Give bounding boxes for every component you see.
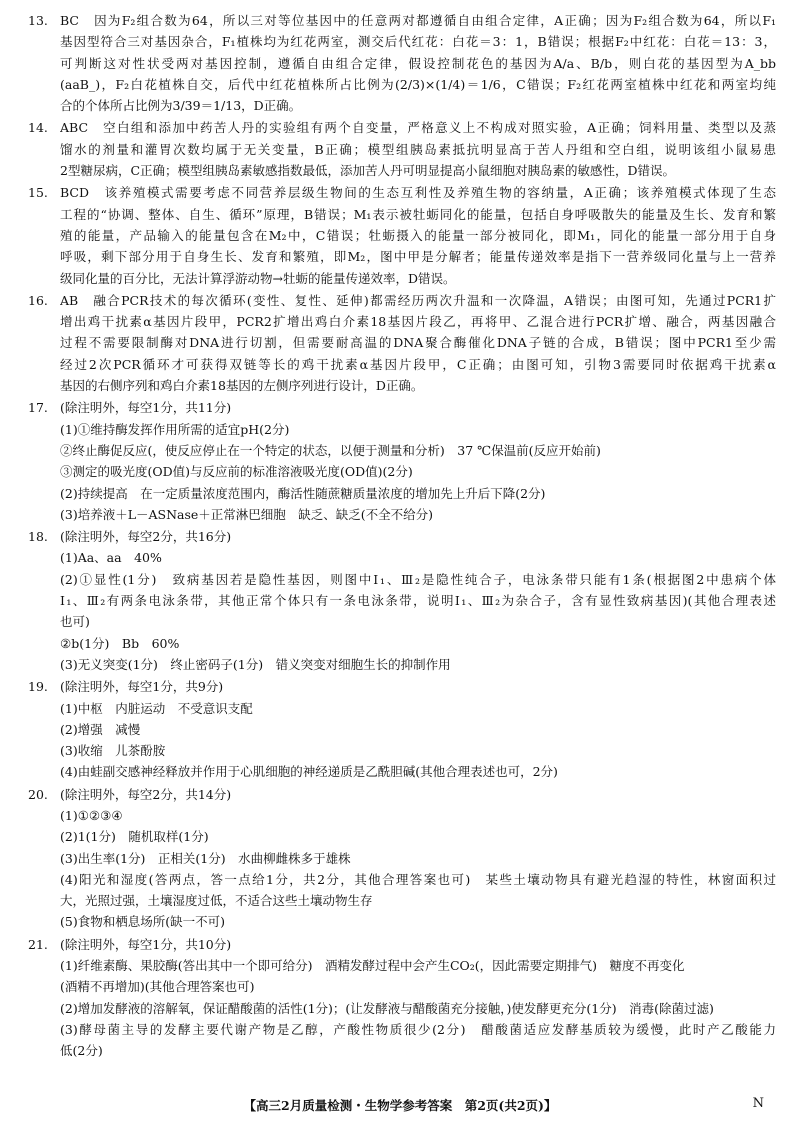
answer-body bbox=[60, 784, 776, 933]
question-number: 21. bbox=[28, 936, 48, 952]
answer-line: ③测定的吸光度(OD值)与反应前的标准溶液吸光度(OD值)(2分) bbox=[60, 464, 413, 480]
answer-line: 馏水的剂量和灌胃次数均属于无关变量，B正确；模型组胰岛素抵抗明显高于苦人丹组和空白组，说明该组小鼠易患 bbox=[60, 141, 776, 157]
answer-line: 工程的“协调、整体、自生、循环”原理，B错误；M₁表示被牡蛎同化的能量，包括自身呼吸散失的能量及生长、发育和繁 bbox=[60, 206, 776, 222]
answer-line: (2)增加发酵液的溶解氧，保证醋酸菌的活性(1分)；(让发酵液与醋酸菌充分接触，)使发酵更充分(1分) 消毒(除菌过滤) bbox=[60, 1000, 714, 1016]
answer-line: 呼吸，剩下部分用于自身生长、发育和繁殖，即M₂，图中甲是分解者；能量传递效率是指下一营养级同化量与上一营养 bbox=[60, 249, 776, 265]
answer-item bbox=[28, 526, 776, 675]
answer-line: 基因的右侧序列和鸡白介素18基因的左侧序列进行设计，D正确。 bbox=[60, 378, 424, 394]
answer-line: (3)收缩 儿茶酚胺 bbox=[60, 743, 166, 759]
answer-item bbox=[28, 397, 776, 525]
answer-line: (3)出生率(1分) 正相关(1分) 水曲柳雌株多于雄株 bbox=[60, 850, 351, 866]
answer-line: (1)纤维素酶、果胶酶(答出其中一个即可给分) 酒精发酵过程中会产生CO₂(，因此需要定期排气) 糖度不再变化 bbox=[60, 958, 685, 974]
answer-body bbox=[60, 290, 776, 396]
answer-line: (1)中枢 内脏运动 不受意识支配 bbox=[60, 700, 253, 716]
answer-line: (2)①显性(1分) 致病基因若是隐性基因，则图中Ⅰ₁、Ⅲ₂是隐性纯合子，电泳条带只能有1条(根据图2中患病个体 bbox=[60, 571, 776, 587]
answer-line: 可判断这对性状受两对基因控制，遵循自由组合定律，假设控制花色的基因为A/a、B/b，则白花的基因型为A_bb bbox=[60, 55, 776, 71]
answer-line: 经过2次PCR循环才可获得双链等长的鸡干扰素α基因片段甲，C正确；由图可知，引物3需要同时依据鸡干扰素α bbox=[60, 356, 776, 372]
question-number: 15. bbox=[28, 185, 48, 201]
answer-line: ABC 空白组和添加中药苦人丹的实验组有两个自变量，严格意义上不构成对照实验，A正确；饲料用量、类型以及蒸 bbox=[60, 120, 776, 136]
answer-line: 2型糖尿病，C正确；模型组胰岛素敏感指数最低，添加苦人丹可明显提高小鼠细胞对胰岛素的敏感性，D错误。 bbox=[60, 163, 676, 179]
answer-line: (5)食物和栖息场所(缺一不可) bbox=[60, 914, 225, 930]
answer-body bbox=[60, 676, 776, 782]
answer-item bbox=[28, 676, 776, 782]
question-number: 16. bbox=[28, 292, 48, 308]
answer-line: 殖的能量，产品输入的能量包含在M₂中，C错误；牡蛎摄入的能量一部分被同化，即M₁，同化的能量一部分用于自身 bbox=[60, 227, 776, 243]
page-footer: 【高三2月质量检测・生物学参考答案 第2页(共2页)】 bbox=[243, 1098, 557, 1113]
answer-body bbox=[60, 117, 776, 181]
answer-line: (1)①维持酶发挥作用所需的适宜pH(2分) bbox=[60, 421, 290, 437]
answer-line: ②终止酶促反应(，使反应停止在一个特定的状态，以便于测量和分析) 37 ℃保温前(反应开始前) bbox=[60, 442, 601, 458]
answer-item bbox=[28, 934, 776, 1062]
answer-line: BC 因为F₂组合数为64，所以三对等位基因中的任意两对都遵循自由组合定律，A正确；因为F₂组合数为64，所以F₁ bbox=[60, 13, 776, 28]
answer-line: (4)由蛙副交感神经释放并作用于心肌细胞的神经递质是乙酰胆碱(其他合理表述也可，2分) bbox=[60, 764, 558, 780]
answer-line: ②b(1分) Bb 60% bbox=[60, 635, 180, 651]
answer-line: (2)增强 减慢 bbox=[60, 721, 141, 737]
answer-line: BCD 该养殖模式需要考虑不同营养层级生物间的生态互利性及养殖生物的容纳量，A正确；该养殖模式体现了生态 bbox=[60, 185, 776, 201]
answer-line: (除注明外，每空2分，共16分) bbox=[60, 529, 232, 545]
answer-line: (除注明外，每空1分，共9分) bbox=[60, 679, 224, 695]
answer-line: (除注明外，每空1分，共10分) bbox=[60, 936, 232, 952]
answer-body bbox=[60, 397, 776, 525]
answer-line: (1)①②③④ bbox=[60, 807, 123, 823]
answer-line: (4)阳光和湿度(答两点，答一点给1分，共2分，其他合理答案也可) 某些土壤动物具有避光趋湿的特性，林窗面积过 bbox=[60, 871, 776, 887]
answer-item bbox=[28, 117, 776, 181]
answer-body bbox=[60, 182, 776, 288]
question-number: 18. bbox=[28, 529, 48, 545]
question-number: 14. bbox=[28, 120, 48, 136]
question-number: 17. bbox=[28, 400, 48, 416]
answer-line: AB 融合PCR技术的每次循环(变性、复性、延伸)都需经历两次升温和一次降温，A错误；由图可知，先通过PCR1扩 bbox=[60, 292, 776, 308]
page-corner-mark: N bbox=[752, 1096, 764, 1111]
answer-line: (除注明外，每空1分，共11分) bbox=[60, 400, 232, 416]
answer-line: (1)Aa、aa 40% bbox=[60, 550, 162, 566]
answer-item bbox=[28, 784, 776, 933]
answer-body bbox=[60, 934, 776, 1062]
answer-line: 基因型符合三对基因杂合，F₁植株均为红花两室，测交后代红花：白花＝3：1，B错误；根据F₂中红花：白花＝13：3， bbox=[60, 34, 776, 50]
answer-line: (除注明外，每空2分，共14分) bbox=[60, 786, 232, 802]
answer-line: 大，光照过强，土壤湿度过低，不适合这些土壤动物生存 bbox=[60, 893, 373, 909]
answer-body bbox=[60, 526, 776, 675]
answer-line: (aaB_)，F₂白花植株自交，后代中红花植株所占比例为(2/3)×(1/4)＝1/6，C错误；F₂红花两室植株中红花和两室均纯 bbox=[60, 76, 776, 92]
question-number: 13. bbox=[28, 13, 48, 28]
answer-line: (3)培养液＋L－ASNase＋正常淋巴细胞 缺乏、缺乏(不全不给分) bbox=[60, 506, 434, 522]
answer-content bbox=[28, 10, 776, 1063]
answer-item bbox=[28, 10, 776, 116]
answer-line: 合的个体所占比例为3/39＝1/13，D正确。 bbox=[60, 98, 302, 114]
answer-line: 过程不需要限制酶对DNA进行切割，但需要耐高温的DNA聚合酶催化DNA子链的合成，B错误；图中PCR1至少需 bbox=[60, 335, 776, 351]
question-number: 19. bbox=[28, 679, 48, 695]
answer-line: (3)无义突变(1分) 终止密码子(1分) 错义突变对细胞生长的抑制作用 bbox=[60, 656, 451, 672]
answer-line: Ⅰ₁、Ⅲ₂有两条电泳条带，其他正常个体只有一条电泳条带，说明Ⅰ₁、Ⅲ₂为杂合子，含有显性致病基因)(其他合理表述 bbox=[60, 593, 776, 609]
answer-line: (2)持续提高 在一定质量浓度范围内，酶活性随蔗糖质量浓度的增加先上升后下降(2分) bbox=[60, 485, 546, 501]
answer-line: 级同化量的百分比，无法计算浮游动物→牡蛎的能量传递效率，D错误。 bbox=[60, 270, 456, 286]
answer-line: (酒精不再增加)(其他合理答案也可) bbox=[60, 979, 255, 995]
answer-line: 也可) bbox=[60, 614, 90, 630]
answer-line: (3)酵母菌主导的发酵主要代谢产物是乙醇，产酸性物质很少(2分) 醋酸菌适应发酵基质较为缓慢，此时产乙酸能力 bbox=[60, 1021, 776, 1037]
answer-item bbox=[28, 290, 776, 396]
answer-body bbox=[60, 10, 776, 116]
question-number: 20. bbox=[28, 786, 48, 802]
answer-line: 低(2分) bbox=[60, 1043, 103, 1059]
answer-item bbox=[28, 182, 776, 288]
answer-line: (2)1(1分) 随机取样(1分) bbox=[60, 829, 209, 845]
answer-line: 增出鸡干扰素α基因片段甲，PCR2扩增出鸡白介素18基因片段乙，再将甲、乙混合进行PCR扩增、融合，两基因融合 bbox=[60, 314, 776, 330]
